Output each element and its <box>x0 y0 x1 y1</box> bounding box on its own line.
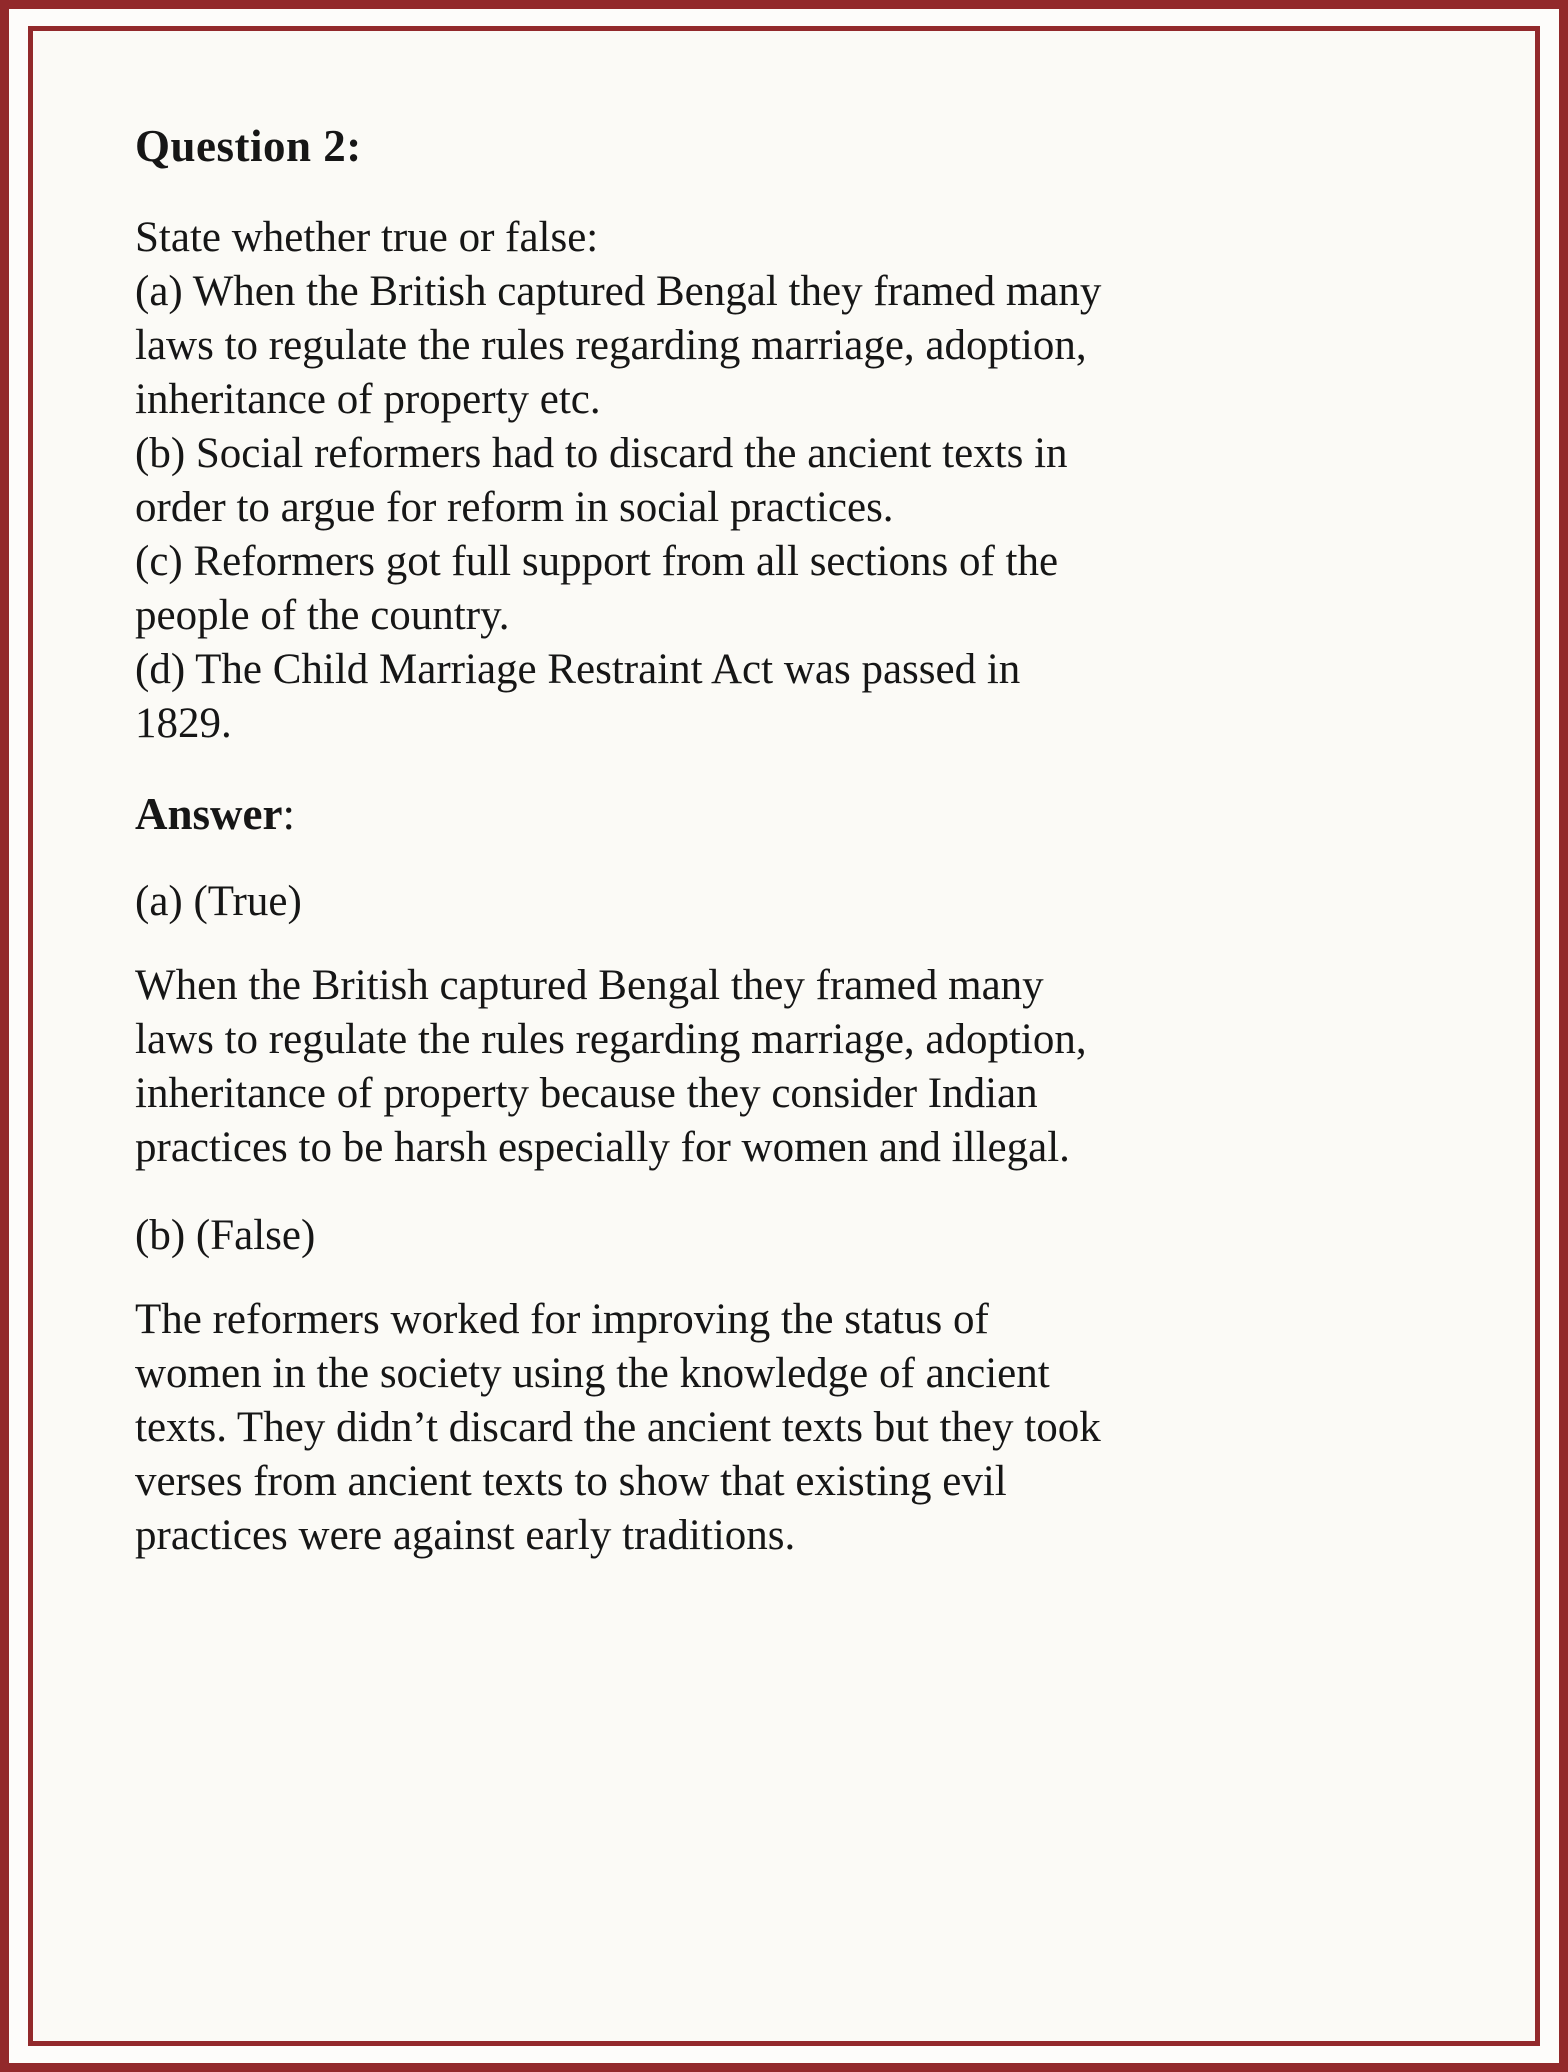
answer-section-a <box>135 875 1125 1175</box>
question-item-d: (d) The Child Marriage Restraint Act was passed in 1829. <box>135 646 1021 747</box>
document-page-inner-frame <box>28 26 1540 2046</box>
question-item-c: (c) Reformers got full support from all sections of the people of the country. <box>135 538 1059 639</box>
answer-heading-word: Answer <box>135 789 283 839</box>
answer-section-b <box>135 1209 1125 1563</box>
answer-label-a: (a) (True) <box>135 878 302 925</box>
question-item-b: (b) Social reformers had to discard the ancient texts in order to argue for reform in social practices. <box>135 430 1068 531</box>
question-item-a: (a) When the British captured Bengal they framed many laws to regulate the rules regarding marriage, adoption, inheritance of property etc. <box>135 268 1102 423</box>
answer-text-a: When the British captured Bengal they framed many laws to regulate the rules regarding marriage, adoption, inheritance of property because they consider Indian practices to be harsh especially for women and illegal. <box>135 962 1087 1171</box>
question-intro: State whether true or false: <box>135 214 599 261</box>
answer-heading <box>135 787 1125 841</box>
answer-heading-colon: : <box>282 789 295 839</box>
answer-label-b: (b) (False) <box>135 1212 316 1259</box>
question-heading: Question 2: <box>135 121 362 171</box>
question-block <box>135 211 1125 751</box>
document-body <box>135 119 1125 1563</box>
answer-text-b: The reformers worked for improving the status of women in the society using the knowledge of ancient texts. They didn’t discard the ancient texts but they took verses from ancient texts to show that existing evil practices were against early traditions. <box>135 1296 1101 1559</box>
